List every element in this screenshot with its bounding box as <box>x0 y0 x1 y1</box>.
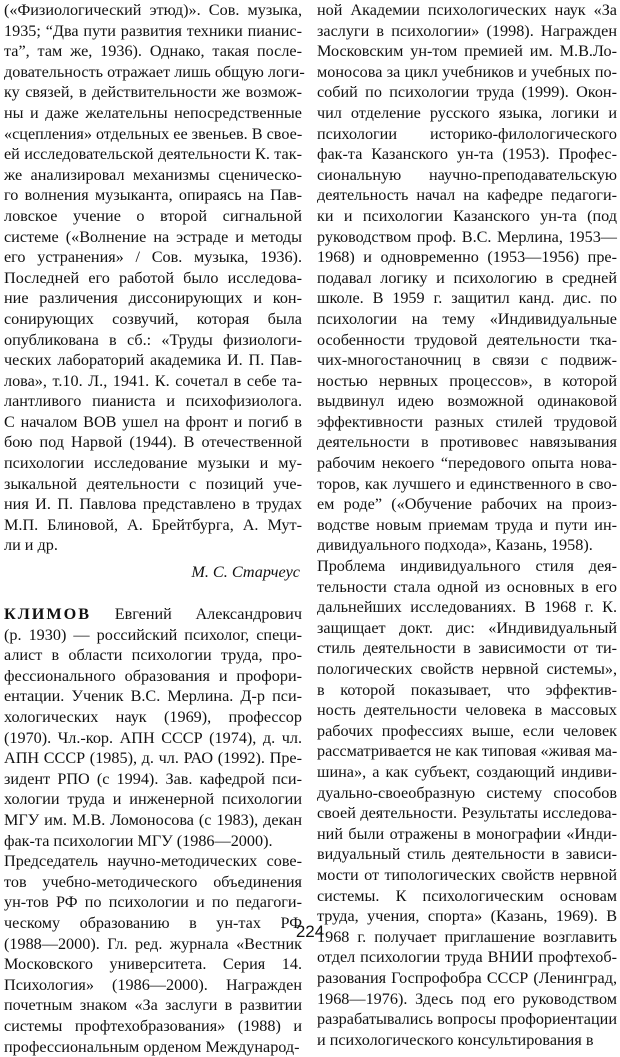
text-line: алист в области психологии труда, про- <box>4 645 302 666</box>
text-line: торов, как лучшего и единственного в сво- <box>317 474 617 495</box>
text-line: шина», а как субъект, создающий индиви- <box>317 762 617 783</box>
right-column <box>317 0 617 1050</box>
text-line: профессиональным орденом Международ- <box>4 1037 302 1057</box>
text-line: тов учебно-методического объединения <box>4 872 302 893</box>
text-line: та”, там же, 1936). Однако, такая после- <box>4 41 302 62</box>
text-line: С началом ВОВ ушел на фронт и погиб в <box>4 412 302 433</box>
text-line: почетным знаком «За заслуги в развитии <box>4 995 302 1016</box>
entry-headword: КЛИМОВ <box>4 605 91 623</box>
text-line: ей исследовательской деятельности К. так- <box>4 144 302 165</box>
entry-name-rest: Евгений Александрович <box>115 605 302 623</box>
text-line: рабочих профессиях выше, если человек <box>317 721 617 742</box>
text-line: Последней его работой было исследова- <box>4 268 302 289</box>
text-line: водстве новым приемам труда и пути ин- <box>317 515 617 536</box>
text-line: 1968) и одновременно (1953—1956) пре- <box>317 247 617 268</box>
text-line: ку связей, в действительности же возмож- <box>4 82 302 103</box>
text-line: видуальный стиль деятельности в зависи- <box>317 844 617 865</box>
text-line: особенности трудовой деятельности тка- <box>317 330 617 351</box>
text-line: дивидуального подхода», Казань, 1958). <box>317 535 617 556</box>
text-line: своей деятельности. Результаты исследова- <box>317 803 617 824</box>
klimov-entry <box>4 604 302 1057</box>
text-line: опубликована в сб.: «Труды физиологи- <box>4 330 302 351</box>
starcheus-article-end <box>4 0 302 556</box>
text-line: ний были отражены в монографии «Инди- <box>317 824 617 845</box>
text-line: зыкальной деятельности с позиций уче- <box>4 474 302 495</box>
text-line: чих-многостаночниц в связи с подвиж- <box>317 350 617 371</box>
text-line: го волнения музыканта, опираясь на Пав- <box>4 185 302 206</box>
text-line: («Физиологический этюд)». Сов. музыка, <box>4 0 302 21</box>
text-line: (1970). Чл.-кор. АПН СССР (1974), д. чл. <box>4 728 302 749</box>
text-line: АПН СССР (1985), д. чл. РАО (1992). Пре- <box>4 748 302 769</box>
text-line: труда, учения, спорта» (Казань, 1969). В <box>317 906 617 927</box>
text-line: ческих лабораторий академика И. П. Пав- <box>4 350 302 371</box>
text-line: 1935; “Два пути развития техники пианис- <box>4 21 302 42</box>
text-line: 1968 г. получает приглашение возглавить <box>317 927 617 948</box>
text-line: тельности стала одной из основных в его <box>317 577 617 598</box>
author-signature: М. С. Старчеус <box>4 562 302 584</box>
text-line: ной Академии психологических наук «За <box>317 0 617 21</box>
text-line: собий по психологии труда (1999). Окон- <box>317 82 617 103</box>
text-line: заслуги в психологии» (1998). Награжден <box>317 21 617 42</box>
text-line: довательность отражает лишь общую логи- <box>4 62 302 83</box>
text-line: ун-тов РФ по психологии и по педагоги- <box>4 892 302 913</box>
text-line: его устранения» / Сов. музыка, 1936). <box>4 247 302 268</box>
text-line: ческому образованию в ун-тах РФ <box>4 913 302 934</box>
text-line: хологических наук (1969), профессор <box>4 707 302 728</box>
text-line: рассматривается не как типовая «живая ма- <box>317 741 617 762</box>
text-line: деятельность начал на кафедре педагоги- <box>317 185 617 206</box>
text-line: сонирующих созвучий, которая была <box>4 309 302 330</box>
text-line: психологии на тему «Индивидуальные <box>317 309 617 330</box>
page-number: 224 <box>0 922 620 942</box>
text-line: эффективности разных стилей трудовой <box>317 412 617 433</box>
text-line: системе («Волнение на эстраде и методы <box>4 227 302 248</box>
text-line: системы профтехобразования» (1988) и <box>4 1016 302 1037</box>
text-line: зидент РПО (с 1994). Зав. кафедрой пси- <box>4 769 302 790</box>
entry-first-line <box>4 604 302 625</box>
text-line: фессионального образования и профори- <box>4 666 302 687</box>
text-line: ли и др. <box>4 535 302 556</box>
text-line: ны и даже желательны непосредственные <box>4 103 302 124</box>
text-line: мости от типологических свойств нервной <box>317 865 617 886</box>
text-line: МГУ им. М.В. Ломоносова (с 1983), декан <box>4 810 302 831</box>
text-line: в которой показывает, что эффектив- <box>317 680 617 701</box>
text-line: защищает докт. дис: «Индивидуальный <box>317 618 617 639</box>
text-line: сиональную научно-преподавательскую <box>317 165 617 186</box>
text-line: чил отделение русского языка, логики и <box>317 103 617 124</box>
text-line: подавал логику и психологию в средней <box>317 268 617 289</box>
text-line: выдвинул идею возможной одинаковой <box>317 391 617 412</box>
text-line: дуально-своеобразную систему способов <box>317 783 617 804</box>
text-line: руководством проф. В.С. Мерлина, 1953— <box>317 227 617 248</box>
text-line: Проблема индивидуального стиля дея- <box>317 556 617 577</box>
text-line: деятельности в противовес навязывания <box>317 432 617 453</box>
text-line: и психологического консультирования в <box>317 1030 617 1051</box>
text-line: бою под Нарвой (1944). В отечественной <box>4 432 302 453</box>
text-line: Психология» (1986—2000). Награжден <box>4 975 302 996</box>
text-line: ловское учение о второй сигнальной <box>4 206 302 227</box>
text-line: (р. 1930) — российский психолог, специ- <box>4 625 302 646</box>
text-line: отдел психологии труда ВНИИ профтехоб- <box>317 947 617 968</box>
text-line: ем роде” («Обучение рабочих на произ- <box>317 494 617 515</box>
text-line: хологии труда и инженерной психологии <box>4 789 302 810</box>
text-line: лова», т.10. Л., 1941. К. сочетал в себе та- <box>4 371 302 392</box>
text-line: разрабатывались вопросы профориентации <box>317 1009 617 1030</box>
text-line: лантливого пианиста и психофизиолога. <box>4 391 302 412</box>
text-line: М.П. Блиновой, А. Брейтбурга, А. Мут- <box>4 515 302 536</box>
text-line: моносова за цикл учебников и учебных по- <box>317 62 617 83</box>
text-line: школе. В 1959 г. защитил канд. дис. по <box>317 288 617 309</box>
text-line: ентации. Ученик В.С. Мерлина. Д-р пси- <box>4 686 302 707</box>
text-line: Московского университета. Серия 14. <box>4 954 302 975</box>
text-line: психологии исследование музыки и му- <box>4 453 302 474</box>
text-line: ностью нервных процессов», в которой <box>317 371 617 392</box>
text-line: Московским ун-том премией им. М.В.Ло- <box>317 41 617 62</box>
text-line: же анализировал механизмы сценическо- <box>4 165 302 186</box>
text-line: ность деятельности человека в массовых <box>317 700 617 721</box>
left-column <box>4 0 302 1057</box>
text-line: разования Госпрофобра СССР (Ленинград, <box>317 968 617 989</box>
text-line: рабочим некоего “передового опыта нова- <box>317 453 617 474</box>
text-line: «сцепления» отдельных ее звеньев. В свое- <box>4 124 302 145</box>
text-line: фак-та Казанского ун-та (1953). Профес- <box>317 144 617 165</box>
text-line: фак-та психологии МГУ (1986—2000). <box>4 831 302 852</box>
text-line: дальнейших исследованиях. В 1968 г. К. <box>317 597 617 618</box>
text-line: ние различения диссонирующих и кон- <box>4 288 302 309</box>
text-line: стиль деятельности в зависимости от ти- <box>317 638 617 659</box>
text-line: 1968—1976). Здесь под его руководством <box>317 989 617 1010</box>
text-line: психологии историко-филологического <box>317 124 617 145</box>
text-line: системы. К психологическим основам <box>317 886 617 907</box>
text-line: ки и психологии Казанского ун-та (под <box>317 206 617 227</box>
text-line: Председатель научно-методических сове- <box>4 851 302 872</box>
text-line: ния И. П. Павлова представлено в трудах <box>4 494 302 515</box>
text-line: (1988—2000). Гл. ред. журнала «Вестник <box>4 934 302 955</box>
text-line: пологических свойств нервной системы», <box>317 659 617 680</box>
